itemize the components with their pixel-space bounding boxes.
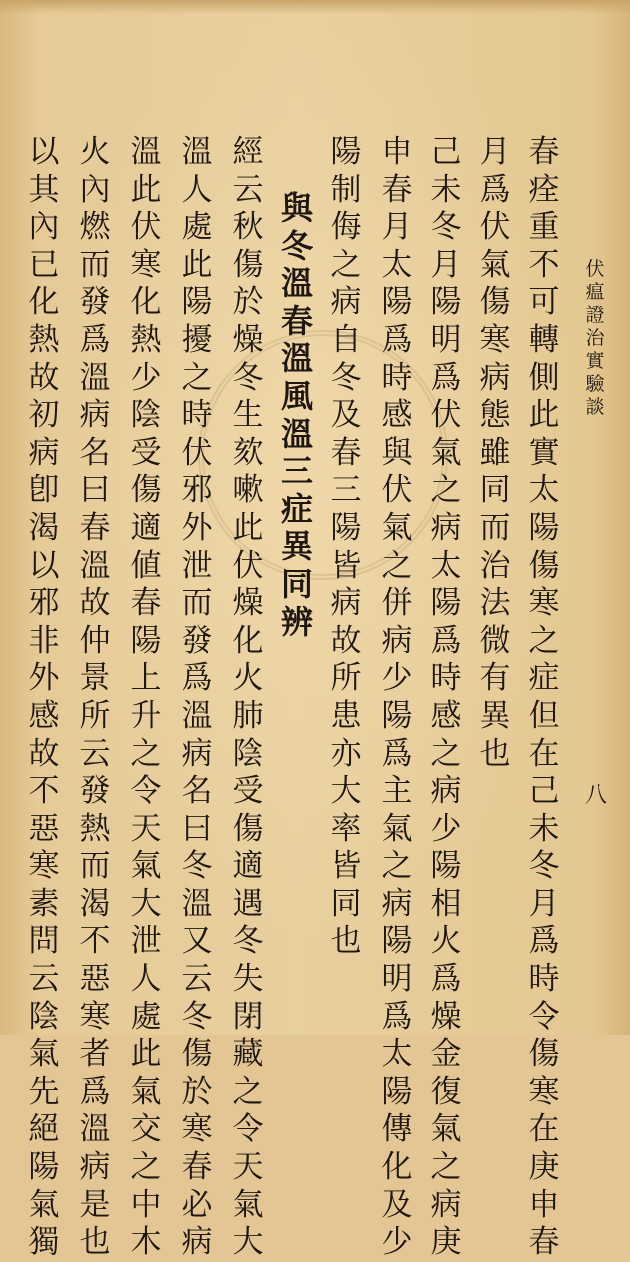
page-number: 八 [584, 783, 607, 808]
text-column-2: 月 爲 伏 氣 傷 寒 病 態 雖 同 而 治 法 微 有 異 也 [479, 134, 511, 772]
text-column-8: 溫 人 處 此 陽 擾 之 時 伏 邪 外 泄 而 發 爲 溫 病 名 曰 冬 溫 又 云 冬 傷 於 寒 春 必 病 [181, 134, 213, 1261]
text-column-9: 溫 此 伏 寒 化 熱 少 陰 受 傷 適 値 春 陽 上 升 之 令 天 氣 大 泄 人 處 此 氣 交 之 中 木 [130, 134, 162, 1261]
running-header-title: 伏 瘟 證 治 實 驗 談 [585, 258, 605, 418]
text-column-3: 己 未 冬 月 陽 明 爲 伏 氣 之 病 太 陽 爲 時 感 之 病 少 陽 相 火 爲 燥 金 復 氣 之 病 庚 [430, 134, 462, 1261]
section-heading: 與 冬 溫 春 溫 風 溫 三 症 異 同 辨 [280, 189, 313, 641]
page-edge-shadow [0, 0, 630, 14]
text-column-11: 以 其 內 已 化 熱 故 初 病 卽 渴 以 邪 非 外 感 故 不 惡 寒 素 問 云 陰 氣 先 絕 陽 氣 獨 [28, 134, 60, 1261]
text-column-1: 春 痊 重 不 可 轉 側 此 實 太 陽 傷 寒 之 症 但 在 己 未 冬 月 爲 時 令 傷 寒 在 庚 申 春 [528, 134, 560, 1261]
text-column-7: 經 云 秋 傷 於 燥 冬 生 欬 嗽 此 伏 燥 化 火 肺 陰 受 傷 適 遇 冬 失 閉 藏 之 令 天 氣 大 [232, 134, 264, 1261]
text-column-10: 火 內 燃 而 發 爲 溫 病 名 曰 春 溫 故 仲 景 所 云 發 熱 而 渴 不 惡 寒 者 爲 溫 病 是 也 [79, 134, 111, 1261]
text-column-5: 陽 制 侮 之 病 自 冬 及 春 三 陽 皆 病 故 所 患 亦 大 率 皆 同 也 [330, 134, 362, 960]
text-column-4: 申 春 月 太 陽 爲 時 感 與 伏 氣 之 併 病 少 陽 爲 主 氣 之 病 陽 明 爲 太 陽 傳 化 及 少 [381, 134, 413, 1261]
